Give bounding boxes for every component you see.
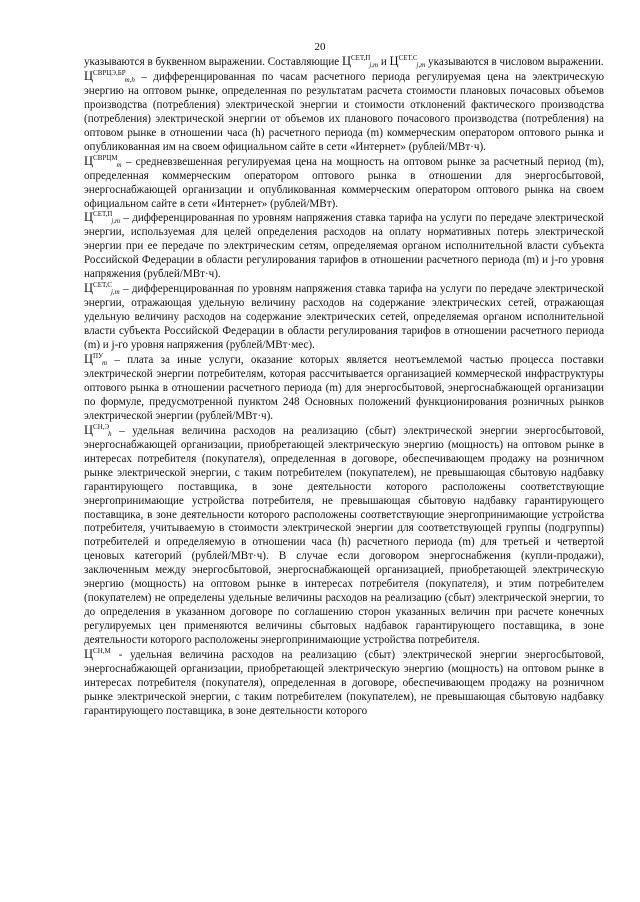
formula-symbol — [84, 210, 120, 224]
paragraph-intro — [84, 55, 604, 70]
symbol-superscript: СЕТ,С — [398, 54, 418, 62]
paragraph-text: - удельная величина расходов на реализацию (сбыт) электрической энергии энергосбытовой, энергоснабжающей организации, приобретающей электрическую энергию (мощность) на оптовом рынке в интересах потребителя (покупателя), определенная в договоре, обеспечивающем продажу на розничном рынке электрической энергии, с таким потребителем (покупателем), не превышающая сбытовую надбавку гарантирующего поставщика, в зоне деятельности которого — [84, 649, 604, 717]
symbol-letter: Ц — [84, 352, 94, 367]
formula-symbol — [390, 54, 426, 68]
page-number: 20 — [314, 41, 326, 53]
formula-symbol — [84, 69, 135, 83]
formula-symbol — [84, 281, 120, 295]
symbol-superscript: СВРЦМ — [93, 153, 118, 162]
symbol-superscript: СЕТ,П — [93, 210, 113, 219]
paragraph-text: указываются в буквенном выражении. Составляющие — [84, 56, 342, 68]
symbol-superscript: СН,М — [93, 647, 111, 656]
symbol-superscript: СВРЦЭ,БР — [93, 68, 126, 77]
symbol-subscript: j,m — [110, 288, 120, 297]
paragraph-text: – плата за иные услуги, оказание которых является неотъемлемой частью процесса поставки электрической энергии потребителям, которая рассчитывается организацией коммерческой инфраструктуры оптового рынка в отношении расчетного периода (m) для энергосбытовой, энергоснабжающей организации по формуле, предусмотренной пунктом 248 Основных положений функционирования розничных рынков электрической энергии (рублей/МВт·ч). — [84, 354, 604, 422]
symbol-superscript: СЕТ,П — [350, 54, 371, 62]
paragraph-set-s — [84, 282, 604, 353]
symbol-letter: Ц — [341, 54, 351, 68]
symbol-subscript: h — [108, 429, 112, 438]
symbol-subscript: m,h — [124, 75, 135, 84]
symbol-letter: Ц — [84, 153, 94, 168]
formula-symbol — [84, 647, 111, 661]
paragraph-text: указываются в числовом выражении. — [425, 56, 604, 68]
symbol-letter: Ц — [389, 54, 399, 68]
symbol-letter: Ц — [84, 210, 94, 225]
formula-symbol — [84, 154, 122, 168]
symbol-letter: Ц — [84, 281, 94, 296]
paragraph-svrtsz-br — [84, 70, 604, 155]
paragraph-svrtsm — [84, 155, 604, 212]
symbol-subscript: j,m — [416, 61, 426, 69]
paragraph-text: – дифференцированная по уровням напряжения ставка тарифа на услуги по передаче электрической энергии, используемая для целей определения расходов на оплату нормативных потерь электрической энергии при ее передаче по электрическим сетям, определяемая органом исполнительной власти субъекта Российской Федерации в области регулирования тарифов в отношении расчетного периода (m) и j-го уровня напряжения (рублей/МВт·ч). — [84, 212, 604, 281]
document-body — [84, 55, 604, 719]
paragraph-set-p — [84, 211, 604, 282]
paragraph-text: и — [378, 56, 390, 68]
paragraph-sn-m — [84, 648, 604, 719]
paragraph-pu — [84, 353, 604, 424]
paragraph-text: – дифференцированная по уровням напряжения ставка тарифа на услуги по передаче электрической энергии, отражающая удельную величину расходов на содержание электрических сетей, отражающая удельную величину расходов на содержание электрических сетей, определяемая органом исполнительной власти субъекта Российской Федерации в области регулирования тарифов в отношении расчетного периода (m) и j-го уровня напряжения (рублей/МВт·мес). — [84, 283, 604, 352]
formula-symbol — [342, 54, 378, 68]
symbol-superscript: СН,Э — [93, 422, 110, 431]
symbol-subscript: j,m — [369, 61, 379, 69]
paragraph-text: – средневзвешенная регулируемая цена на мощность на оптовом рынке за расчетный период (m), определенная коммерческим оператором оптового рынка в отношении для энергосбытовой, энергоснабжающей организации и опубликованная коммерческим оператором оптового рынка на своем официальном сайте в сети «Интернет» (рублей/МВт). — [84, 155, 604, 210]
formula-symbol — [84, 423, 112, 437]
paragraph-text: – дифференцированная по часам расчетного периода регулируемая цена на электрическую энергию на оптовом рынке, определенная по результатам расчета стоимости плановых почасовых объемов производства (потребления) электрической энергии и стоимости отклонений фактического производства (потребления) электрической энергии от объемов их планового почасового производства (потребления) на оптовом рынке в отношении часа (h) расчетного периода (m) коммерческим оператором оптового рынка и опубликованная им на своем официальном сайте в сети «Интернет» (рублей/МВт·ч). — [84, 70, 604, 153]
paragraph-sn-e — [84, 424, 604, 648]
symbol-superscript: СЕТ,С — [93, 281, 112, 290]
paragraph-text: – удельная величина расходов на реализацию (сбыт) электрической энергии энергосбытовой, энергоснабжающей организации, приобретающей электрическую энергию (мощность) на оптовом рынке в интересах потребителя (покупателя), определенная в договоре, обеспечивающем продажу на розничном рынке электрической энергии, с таким потребителем (покупателем), не превышающая сбытовую надбавку гарантирующего поставщика, в зоне деятельности которого расположены соответствующие энергопринимающие устройства потребителя, не превышающая сбытовую надбавку гарантирующего поставщика, в зоне деятельности которого расположены соответствующие энергопринимающие устройства потребителя, учитываемую в стоимости электрической энергии для соответствующей группы (подгруппы) потребителей и определяемую в отношении часа (h) расчетного периода (m) для третьей и четвертой ценовых категорий (рублей/МВт·ч). В случае если договором энергоснабжения (купли-продажи), заключенным между энергосбытовой, энергоснабжающей организацией, приобретающей электрическую энергию (мощность) на оптовом рынке в интересах потребителя (покупателя), и этим потребителем (покупателем) не определены удельные величины расходов на реализацию (сбыт) электрической энергии, то до определения в указанном договоре по соглашению сторон указанных величин при расчете конечных регулируемых цен применяются величины сбытовых надбавок гарантирующего поставщика, в зоне деятельности которого расположены энергопринимающие устройства потребителя. — [84, 424, 604, 647]
symbol-letter: Ц — [84, 422, 94, 437]
symbol-letter: Ц — [84, 68, 94, 83]
symbol-letter: Ц — [84, 647, 94, 662]
symbol-subscript: m — [116, 160, 122, 169]
formula-symbol — [84, 352, 107, 366]
symbol-subscript: j,m — [111, 217, 121, 226]
symbol-subscript: m — [102, 359, 108, 368]
symbol-superscript: ПУ — [93, 352, 104, 361]
